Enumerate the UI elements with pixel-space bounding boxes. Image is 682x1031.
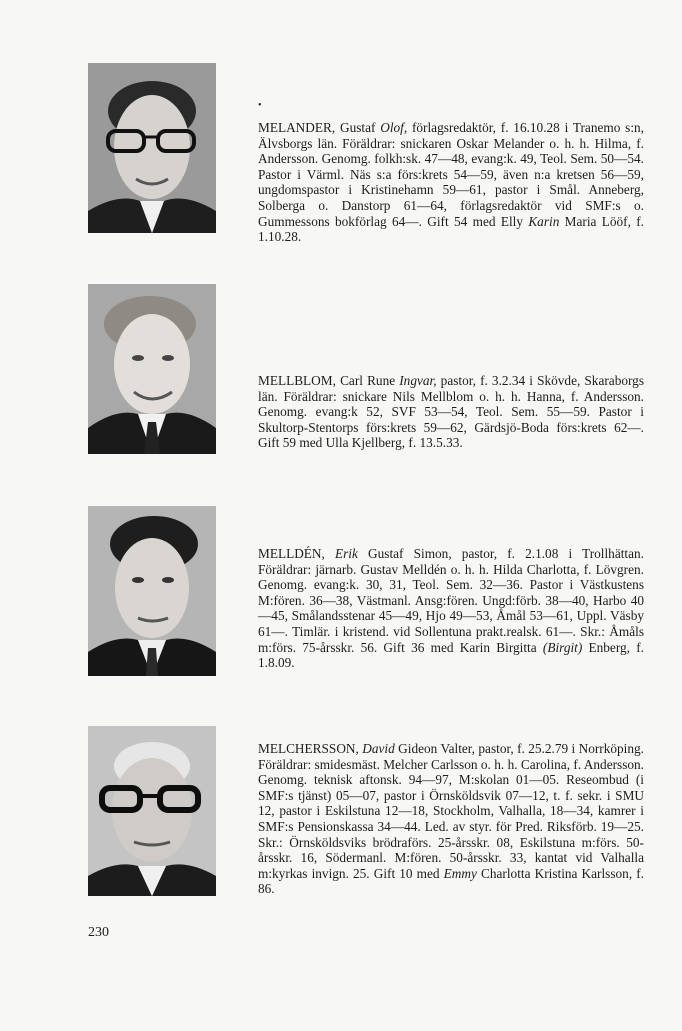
bio-part-italic: Emmy: [443, 865, 477, 881]
page-number: 230: [88, 925, 109, 940]
bio-part: Carl Rune: [340, 373, 400, 388]
bio-part-italic: Ingvar,: [399, 373, 437, 388]
portrait-photo: [88, 284, 216, 454]
portrait-photo: [88, 726, 216, 896]
bio-part-italic: Erik: [334, 546, 358, 561]
bio-part: Gideon Valter, pastor, f. 25.2.79 i Norrköping. Föräldrar: smidesmäst. Melcher Carlsson o. h. h. Carolina, f. Andersson. Genomg. teknisk aftonsk. 94—97, M:skolan 01—05. Reseombud (i SMF:s tjänst) 05—07, pastor i Örnsköldsvik 07—12, t. f. sekr. i SMU 12, pastor i Eskilstuna 12—18, Stockholm, Valhalla, 18—34, kamrer i SMF:s Pensionskassa 34—44. Led. av styr. för Pred. Riksförb. 19—25. Skr.: Örnsköldsviks brödraförs. 25-årsskr. 08, Eskilstuna m:förs. 50-årsskr. 16, Södermanl. M:fören. 50-årsskr. 33, kantat vid Valhalla m:kyrkas invign. 25. Gift 10 med: [258, 741, 644, 881]
bio-part-italic: Olof,: [380, 120, 408, 135]
bio-text: [258, 546, 644, 671]
bio-part: Enberg, f. 1.8.09.: [258, 639, 644, 671]
surname: MELCHERSSON,: [258, 741, 359, 756]
bio-part: Charlotta Kristina Karlsson, f. 86.: [258, 865, 645, 897]
portrait-mellden: [88, 506, 216, 676]
portrait-melander: [88, 63, 216, 233]
bio-text: [258, 373, 644, 451]
bio-text: [258, 741, 644, 897]
bio-part: Gustaf Simon, pastor, f. 2.1.08 i Trollhättan. Föräldrar: järnarb. Gustav Melldén o. h. h. Hilda Charlotta, f. Lövgren. Genomg. evang:k. 30, 31, Teol. Sem. 32—36. Pastor i Västkustens M:fören. 36—38, Västmanl. Ansg:fören. Ungd:förb. 38—40, Harbo 40—45, Smålandsstenar 45—49, Hjo 49—53, Åmål 53—61, Uppl. Väsby 61—. Timlär. i kristend. vid Sollentuna prakt.realsk. 61—. Skr.: Åmåls m:förs. 75-årsskr. 56. Gift 36 med Karin Birgitta: [258, 546, 644, 655]
bio-part: Gustaf: [339, 120, 381, 135]
bio-part: pastor, f. 3.2.34 i Skövde, Skaraborgs län. Föräldrar: snickare Nils Mellblom o. h. h. Hanna, f. Andersson. Genomg. evang:k 52, SVF 53—54, Teol. Sem. 55—59. Pastor i Skultorp-Stentorps förs:krets 59—62, Gärdsjö-Boda förs:krets 62—. Gift 59 med Ulla Kjellberg, f. 13.5.33.: [258, 373, 645, 451]
bio-text: [258, 120, 644, 245]
bio-part: förlagsredaktör, f. 16.10.28 i Tranemo s:n, Älvsborgs län. Föräldrar: snickaren Oskar Melander o. h. h. Hilma, f. Andersson. Genomg. folkh:sk. 47—48, evang:k. 49, Teol. Sem. 50—54. Pastor i Värml. Näs s:a förs:krets 54—59, även n:a kretsen 56—59, ungdomspastor i Kristinehamn 59—61, pastor i Smål. Anneberg, Solberga o. Danstorp 61—64, förlagsredaktör vid SMF:s o. Gummessons bokförlag 64—. Gift 54 med Elly: [258, 120, 644, 229]
surname: MELANDER,: [258, 120, 336, 135]
bio-part: Maria Lööf, f. 1.10.28.: [258, 213, 644, 245]
bio-part-italic: (Birgit): [542, 639, 583, 655]
portrait-melchersson: [88, 726, 216, 896]
portrait-mellblom: [88, 284, 216, 454]
surname: MELLBLOM,: [258, 373, 336, 388]
bio-part-italic: David: [362, 741, 395, 756]
portrait-photo: [88, 63, 216, 233]
stray-mark: •: [258, 100, 262, 111]
bio-part-italic: Karin: [528, 213, 560, 229]
portrait-photo: [88, 506, 216, 676]
surname: MELLDÉN,: [258, 546, 325, 561]
